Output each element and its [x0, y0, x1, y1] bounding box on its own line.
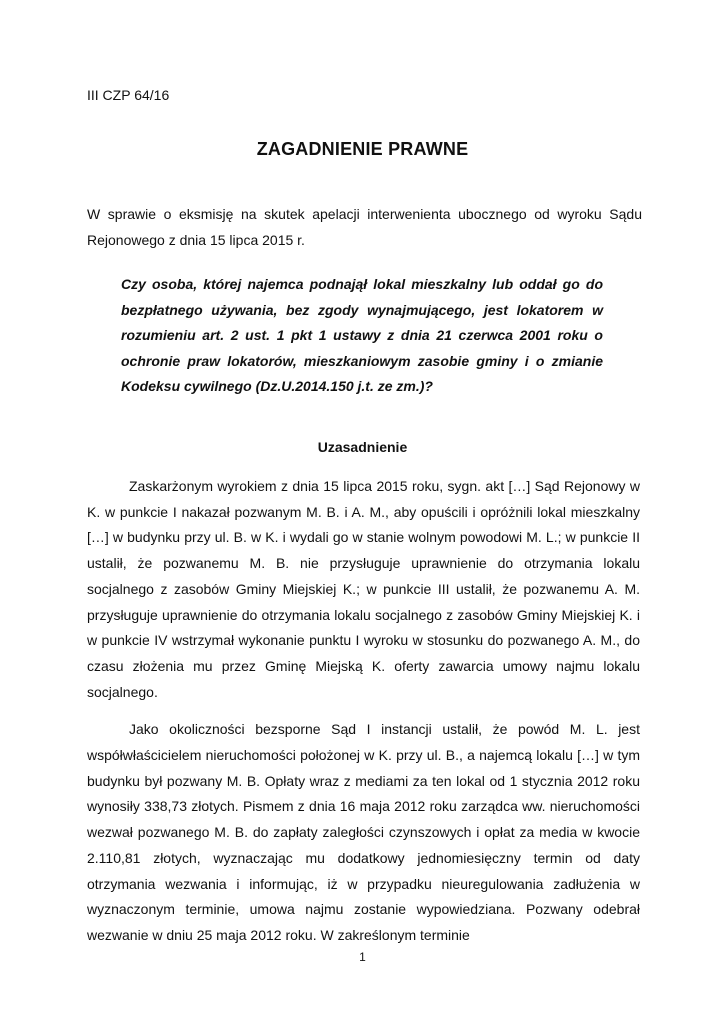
- document-title: ZAGADNIENIE PRAWNE: [256, 139, 469, 159]
- intro-paragraph: W sprawie o eksmisję na skutek apelacji interwenienta ubocznego od wyroku Sądu Rejonowego z dnia 15 lipca 2015 r.: [87, 206, 642, 248]
- justification-paragraph: Zaskarżonym wyrokiem z dnia 15 lipca 2015 roku, sygn. akt […] Sąd Rejonowy w K. w punkcie I nakazał pozwanym M. B. i A. M., aby opuścili i opróżnili lokal mieszkalny […] w budynku przy ul. B. w K. i wydali go w stanie wolnym powodowi M. L.; w punkcie II ustalił, że pozwanemu M. B. nie przysługuje uprawnienie do otrzymania lokalu socjalnego z zasobów Gminy Miejskiej K.; w punkcie III ustalił, że pozwanemu A. M. przysługuje uprawnienie do otrzymania lokalu socjalnego z zasobów Gminy Miejskiej K. i w punkcie IV wstrzymał wykonanie punktu I wyroku w stosunku do pozwanego A. M., do czasu złożenia mu przez Gminę Miejską K. oferty zawarcia umowy najmu lokalu socjalnego.: [87, 478, 640, 700]
- case-number: III CZP 64/16: [87, 87, 170, 103]
- legal-question: Czy osoba, której najemca podnajął lokal mieszkalny lub oddał go do bezpłatnego używania, bez zgody wynajmującego, jest lokatorem w rozumieniu art. 2 ust. 1 pkt 1 ustawy z dnia 21 czerwca 2001 roku o ochronie praw lokatorów, mieszkaniowym zasobie gminy i o zmianie Kodeksu cywilnego (Dz.U.2014.150 j.t. ze zm.)?: [121, 276, 603, 394]
- justification-heading: Uzasadnienie: [317, 439, 408, 455]
- justification-paragraph: Jako okoliczności bezsporne Sąd I instancji ustalił, że powód M. L. jest współwłaścicielem nieruchomości położonej w K. przy ul. B., a najemcą lokalu […] w tym budynku był pozwany M. B. Opłaty wraz z mediami za ten lokal od 1 stycznia 2012 roku wynosiły 338,73 złotych. Pismem z dnia 16 maja 2012 roku zarządca ww. nieruchomości wezwał pozwanego M. B. do zapłaty zaległości czynszowych i opłat za media w kwocie 2.110,81 złotych, wyznaczając mu dodatkowy jednomiesięczny termin od daty otrzymania wezwania i informując, iż w przypadku nieuregulowania zadłużenia w wyznaczonym terminie, umowa najmu zostanie wypowiedziana. Pozwany odebrał wezwanie w dniu 25 maja 2012 roku. W zakreślonym terminie: [87, 721, 640, 943]
- justification-body: [87, 474, 640, 961]
- page-number: 1: [359, 950, 366, 964]
